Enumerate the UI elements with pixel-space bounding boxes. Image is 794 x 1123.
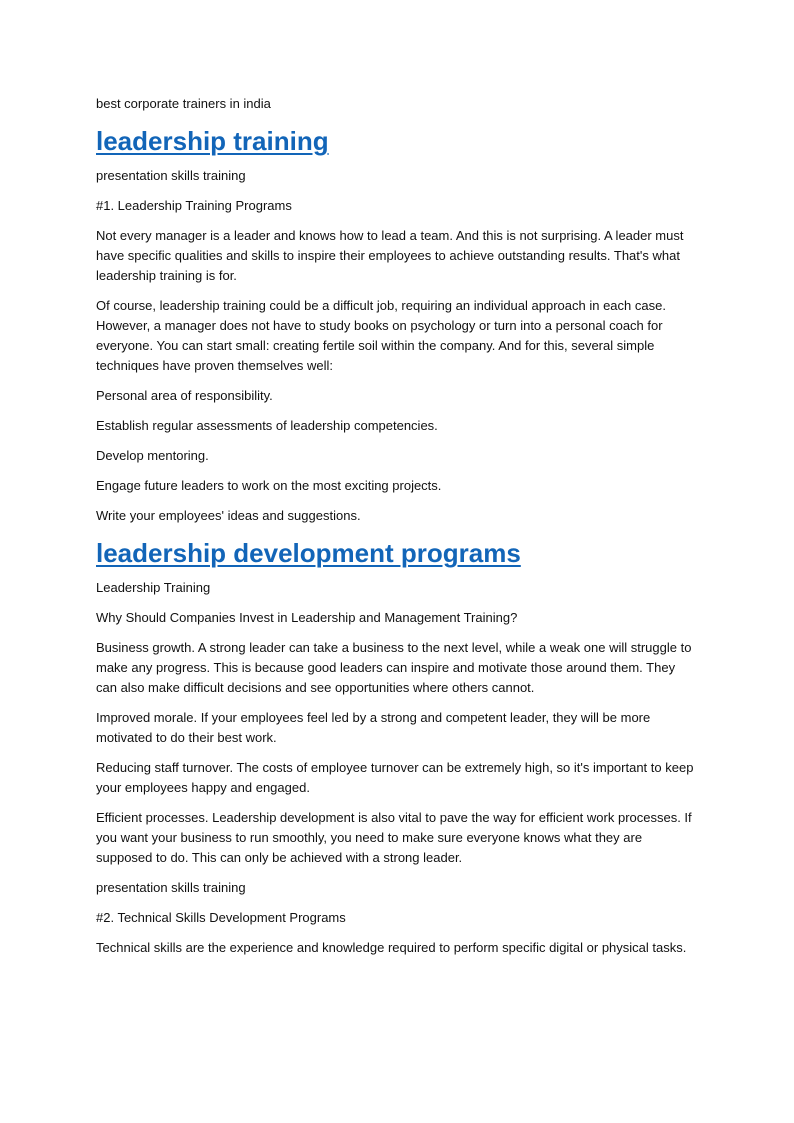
paragraph-efficient-processes: Efficient processes. Leadership development is also vital to pave the way for efficient work processes. If you want your business to run smoothly, you need to make sure everyone knows what they are supposed to do. This can only be achieved with a strong leader. — [96, 810, 692, 865]
heading-1-wrapper — [96, 124, 698, 158]
section-1-program-title: #1. Leadership Training Programs — [96, 198, 292, 213]
section-1-paragraph-1: Not every manager is a leader and knows how to lead a team. And this is not surprising. A leader must have specific qualities and skills to inspire their employees to achieve outstanding results. That's what leadership training is for. — [96, 228, 684, 283]
technique-item: Establish regular assessments of leadership competencies. — [96, 418, 438, 433]
technique-item: Develop mentoring. — [96, 448, 209, 463]
technique-item: Personal area of responsibility. — [96, 388, 273, 403]
paragraph-business-growth: Business growth. A strong leader can take a business to the next level, while a weak one will struggle to make any progress. This is because good leaders can inspire and motivate those around them. They can also make difficult decisions and see opportunities where others cannot. — [96, 640, 692, 695]
top-line: best corporate trainers in india — [96, 96, 271, 111]
paragraph-staff-turnover: Reducing staff turnover. The costs of employee turnover can be extremely high, so it's important to keep your employees happy and engaged. — [96, 760, 694, 795]
heading-2-wrapper — [96, 536, 698, 570]
section-2-program-title-2: #2. Technical Skills Development Programs — [96, 910, 346, 925]
heading-leadership-training-link[interactable]: leadership training — [96, 126, 329, 156]
section-1-paragraph-2: Of course, leadership training could be a difficult job, requiring an individual approach in each case. However, a manager does not have to study books on psychology or turn into a personal coach for everyone. You can start small: creating fertile soil within the company. And for this, several simple techniques have proven themselves well: — [96, 298, 666, 373]
paragraph-technical-skills: Technical skills are the experience and knowledge required to perform specific digital or physical tasks. — [96, 940, 687, 955]
section-2-subtitle-2: presentation skills training — [96, 880, 246, 895]
technique-item: Engage future leaders to work on the most exciting projects. — [96, 478, 442, 493]
heading-leadership-development-programs-link[interactable]: leadership development programs — [96, 538, 521, 568]
section-1-subtitle: presentation skills training — [96, 168, 246, 183]
paragraph-improved-morale: Improved morale. If your employees feel led by a strong and competent leader, they will be more motivated to do their best work. — [96, 710, 651, 745]
section-2-subtitle: Leadership Training — [96, 580, 211, 595]
section-2-question: Why Should Companies Invest in Leadership and Management Training? — [96, 610, 518, 625]
technique-item: Write your employees' ideas and suggestions. — [96, 508, 361, 523]
